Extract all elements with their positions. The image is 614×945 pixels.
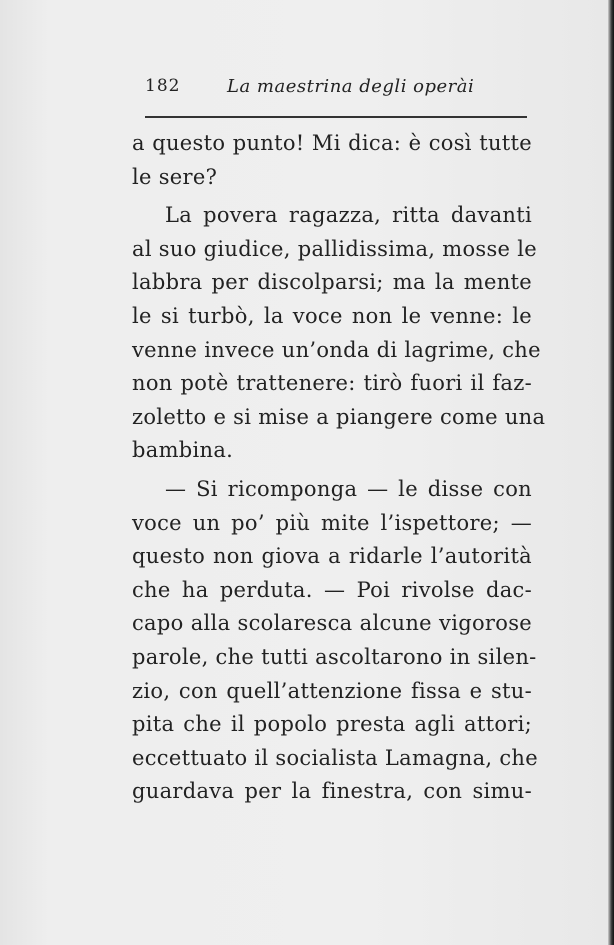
text-line: venne invece un’onda di lagrime, che bbox=[132, 337, 541, 362]
text-line: le si turbò, la voce non le venne: le bbox=[132, 303, 532, 328]
text-line: capo alla scolaresca alcune vigorose bbox=[132, 611, 532, 636]
text-line: parole, che tutti ascoltarono in silen- bbox=[132, 644, 537, 669]
text-line: La povera ragazza, ritta davanti bbox=[165, 203, 532, 228]
text-line: non potè trattenere: tirò fuori il faz- bbox=[132, 371, 532, 396]
text-line: che ha perduta. — Poi rivolse dac- bbox=[132, 577, 532, 602]
page-header bbox=[145, 68, 525, 98]
text-line: labbra per discolparsi; ma la mente bbox=[132, 270, 532, 295]
body-text bbox=[132, 127, 546, 809]
text-line: zio, con quell’attenzione fissa e stu- bbox=[132, 678, 532, 703]
text-line: voce un po’ più mite l’ispettore; — bbox=[132, 510, 532, 535]
text-line: al suo giudice, pallidissima, mosse le bbox=[132, 236, 537, 261]
running-title: La maestrina degli operài bbox=[227, 76, 475, 97]
text-line: questo non giova a ridarle l’autorità bbox=[132, 544, 532, 569]
text-line: — Si ricomponga — le disse con bbox=[165, 476, 532, 501]
text-line: guardava per la finestra, con simu- bbox=[132, 779, 532, 804]
text-line: le sere? bbox=[132, 164, 218, 189]
page-number: 182 bbox=[145, 76, 181, 96]
header-rule bbox=[145, 116, 527, 118]
page-edge-shadow bbox=[608, 0, 614, 945]
text-line: bambina. bbox=[132, 438, 234, 463]
text-line: eccettuato il socialista Lamagna, che bbox=[132, 745, 538, 770]
text-line: pita che il popolo presta agli attori; bbox=[132, 712, 532, 737]
text-line: zoletto e si mise a piangere come una bbox=[132, 404, 546, 429]
text-line: a questo punto! Mi dica: è così tutte bbox=[132, 131, 532, 155]
